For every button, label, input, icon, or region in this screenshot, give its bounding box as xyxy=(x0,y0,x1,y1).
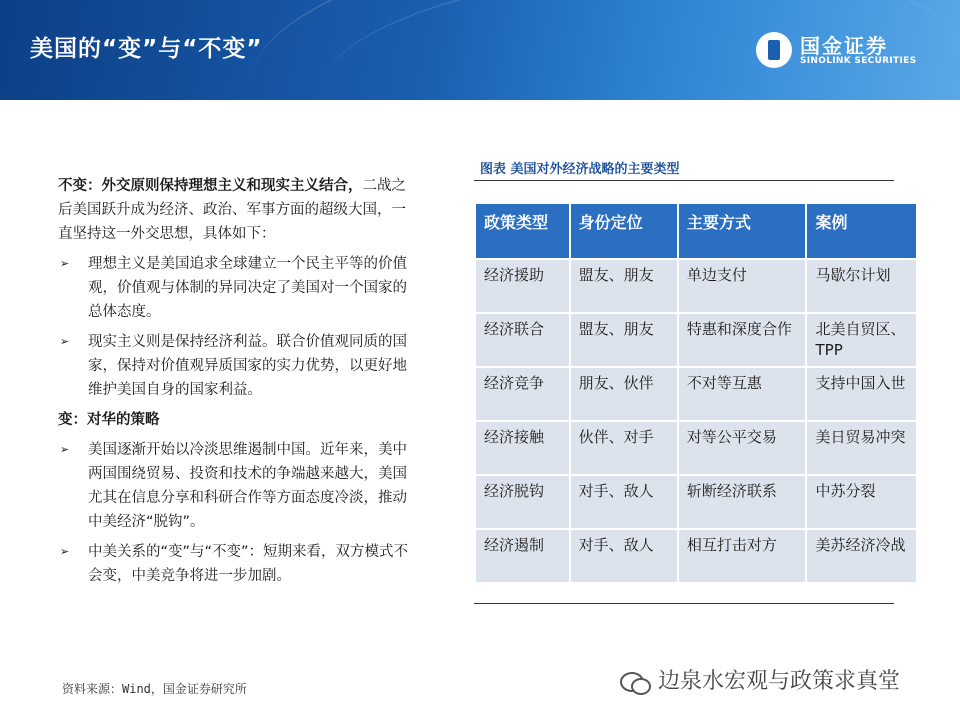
table-cell: 马歇尔计划 xyxy=(807,260,916,312)
logo-text-en: SINOLINK SECURITIES xyxy=(800,56,917,66)
table-header-cell: 案例 xyxy=(807,204,916,258)
table-cell: 经济援助 xyxy=(476,260,569,312)
bullet-text: 中美关系的“变”与“不变”：短期来看，双方模式不会变，中美竞争将进一步加剧。 xyxy=(88,544,409,584)
page-title: 美国的“变”与“不变” xyxy=(30,36,263,62)
text-panel xyxy=(58,174,416,594)
table-cell: 美苏经济冷战 xyxy=(807,530,916,582)
table-bottom-rule xyxy=(474,603,894,604)
caption-rule xyxy=(474,180,894,181)
section2-heading: 变：对华的策略 xyxy=(58,412,160,428)
table-cell: 经济脱钩 xyxy=(476,476,569,528)
table-header-row xyxy=(476,204,916,258)
table-header-cell: 身份定位 xyxy=(571,204,677,258)
arrow-bullet-icon: ➢ xyxy=(60,545,70,558)
bullet-item xyxy=(58,438,416,534)
wechat-watermark xyxy=(620,664,900,695)
table-cell: 对手、敌人 xyxy=(571,476,677,528)
table-cell: 经济竞争 xyxy=(476,368,569,420)
arrow-bullet-icon: ➢ xyxy=(60,443,70,456)
table-cell: 朋友、伙伴 xyxy=(571,368,677,420)
table-cell: 斩断经济联系 xyxy=(679,476,806,528)
table-row xyxy=(476,314,916,366)
table-row xyxy=(476,260,916,312)
table-cell: 支持中国入世 xyxy=(807,368,916,420)
logo-text-cn: 国金证券 xyxy=(800,34,888,58)
watermark-text: 边泉水宏观与政策求真堂 xyxy=(658,669,901,694)
bullet-text: 现实主义则是保持经济利益。联合价值观同质的国家，保持对价值观异质国家的实力优势，以更好地维护美国自身的国家利益。 xyxy=(88,334,407,398)
table-cell: 对手、敌人 xyxy=(571,530,677,582)
source-note: 资料来源：Wind，国金证券研究所 xyxy=(62,682,247,696)
table-cell: 相互打击对方 xyxy=(679,530,806,582)
bullet-item xyxy=(58,540,416,588)
table-cell: 对等公平交易 xyxy=(679,422,806,474)
table-cell: 单边支付 xyxy=(679,260,806,312)
header-banner xyxy=(0,0,960,100)
bullet-text: 美国逐渐开始以冷淡思维遏制中国。近年来，美中两国围绕贸易、投资和技术的争端越来越大，美国尤其在信息分享和科研合作等方面态度冷淡，推动中美经济“脱钩”。 xyxy=(88,442,407,530)
section1-heading: 不变：外交原则保持理想主义和现实主义结合， xyxy=(58,178,363,194)
table-cell: 盟友、朋友 xyxy=(571,314,677,366)
table-cell: 经济接触 xyxy=(476,422,569,474)
table-row xyxy=(476,422,916,474)
section1-bullet-list xyxy=(58,252,416,402)
table-row xyxy=(476,368,916,420)
table-row xyxy=(476,476,916,528)
section2-bullet-list xyxy=(58,438,416,588)
table-cell: 不对等互惠 xyxy=(679,368,806,420)
section1-intro: 二战之后美国跃升成为经济、政治、军事方面的超级大国，一直坚持这一外交思想，具体如下： xyxy=(58,178,406,242)
wechat-icon xyxy=(620,670,650,694)
table-caption: 图表 美国对外经济战略的主要类型 xyxy=(480,162,680,177)
bullet-item xyxy=(58,252,416,324)
logo-icon xyxy=(756,32,792,68)
table-cell: 北美自贸区、TPP xyxy=(807,314,916,366)
bullet-item xyxy=(58,330,416,402)
table-cell: 经济遏制 xyxy=(476,530,569,582)
company-logo xyxy=(756,28,936,74)
arrow-bullet-icon: ➢ xyxy=(60,257,70,270)
table-cell: 经济联合 xyxy=(476,314,569,366)
table-cell: 美日贸易冲突 xyxy=(807,422,916,474)
table-cell: 盟友、朋友 xyxy=(571,260,677,312)
table-header-cell: 主要方式 xyxy=(679,204,806,258)
table-cell: 特惠和深度合作 xyxy=(679,314,806,366)
table-cell: 中苏分裂 xyxy=(807,476,916,528)
table-row xyxy=(476,530,916,582)
bullet-text: 理想主义是美国追求全球建立一个民主平等的价值观，价值观与体制的异同决定了美国对一个国家的总体态度。 xyxy=(88,256,407,320)
table-cell: 伙伴、对手 xyxy=(571,422,677,474)
policy-table xyxy=(474,202,918,584)
section1-paragraph xyxy=(58,174,416,246)
table-header-cell: 政策类型 xyxy=(476,204,569,258)
arrow-bullet-icon: ➢ xyxy=(60,335,70,348)
